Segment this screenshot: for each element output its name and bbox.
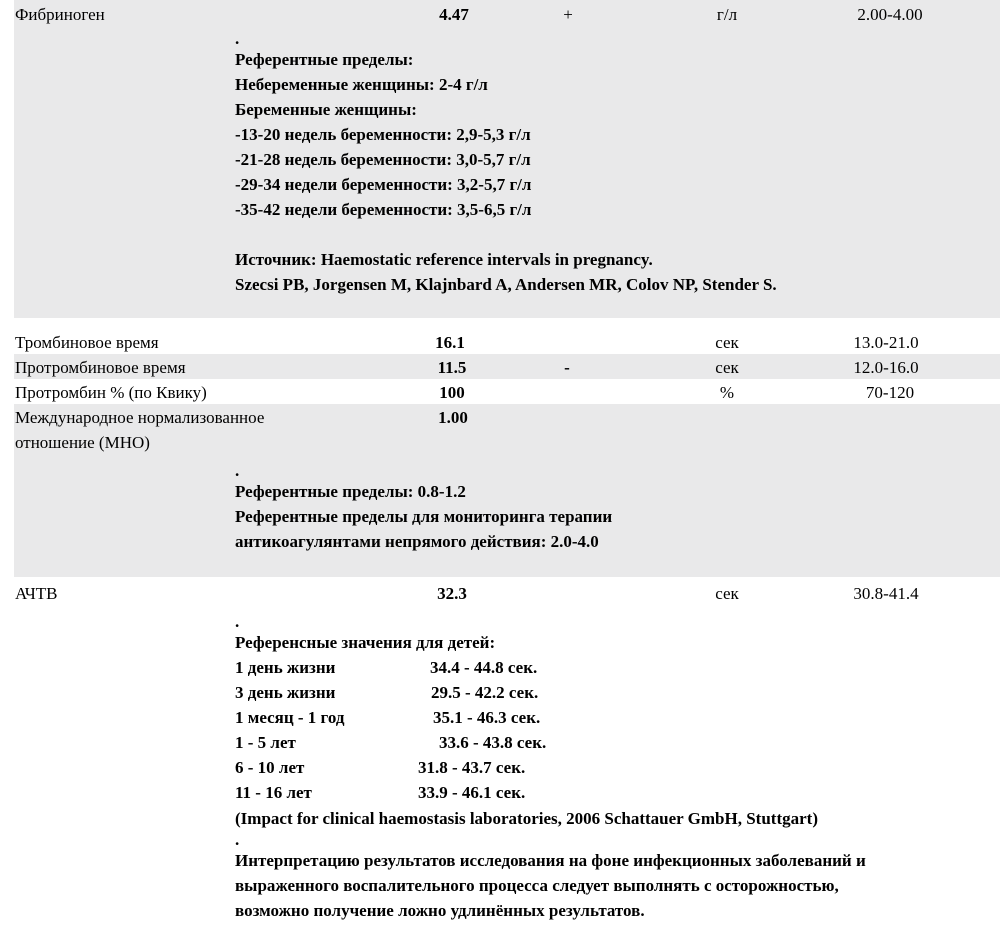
- age-label: 1 день жизни: [235, 658, 336, 677]
- aptt-range: 30.8-41.4: [853, 584, 919, 603]
- prothrombin-time-unit: сек: [715, 358, 739, 377]
- citation-source: (Impact for clinical haemostasis laboratories, 2006 Schattauer GmbH, Stuttgart): [235, 809, 818, 828]
- age-range: 35.1 - 46.3 сек.: [433, 708, 541, 727]
- age-label: 6 - 10 лет: [235, 758, 305, 777]
- warning-line: возможно получение ложно удлинённых результатов.: [235, 901, 645, 920]
- age-label: 1 месяц - 1 год: [235, 708, 345, 727]
- age-label: 1 - 5 лет: [235, 733, 296, 752]
- warning-line: выраженного воспалительного процесса следует выполнять с осторожностью,: [235, 876, 839, 895]
- age-range: 31.8 - 43.7 сек.: [418, 758, 526, 777]
- prothrombin-time-range: 12.0-16.0: [853, 358, 919, 377]
- note-line: Szecsi PB, Jorgensen M, Klajnbard A, Andersen MR, Colov NP, Stender S.: [235, 275, 777, 294]
- note-dot: .: [235, 29, 240, 48]
- inr-name-line2: отношение (МНО): [15, 433, 150, 452]
- aptt-name: АЧТВ: [15, 584, 58, 603]
- note-dot: .: [235, 830, 240, 849]
- warning-line: Интерпретацию результатов исследования на фоне инфекционных заболеваний и: [235, 851, 866, 870]
- age-range: 34.4 - 44.8 сек.: [430, 658, 538, 677]
- prothrombin-quick-unit: %: [719, 383, 735, 402]
- age-range: 33.9 - 46.1 сек.: [418, 783, 526, 802]
- age-range: 29.5 - 42.2 сек.: [431, 683, 539, 702]
- note-line: Референтные пределы:: [235, 50, 414, 69]
- note-line: -21-28 недель беременности: 3,0-5,7 г/л: [235, 150, 531, 169]
- note-line: Источник: Haemostatic reference intervals in pregnancy.: [235, 250, 653, 269]
- note-line: Референтные пределы для мониторинга терапии: [235, 507, 613, 526]
- note-dot: .: [235, 612, 240, 631]
- prothrombin-quick-name: Протромбин % (по Квику): [15, 383, 207, 402]
- fibrinogen-value: 4.47: [439, 5, 469, 24]
- note-line: Референтные пределы: 0.8-1.2: [235, 482, 466, 501]
- age-range: 33.6 - 43.8 сек.: [439, 733, 547, 752]
- note-line: -29-34 недели беременности: 3,2-5,7 г/л: [235, 175, 532, 194]
- inr-value: 1.00: [438, 408, 468, 427]
- age-label: 3 день жизни: [235, 683, 336, 702]
- note-line: Беременные женщины:: [235, 100, 417, 119]
- children-reference-heading: Референсные значения для детей:: [235, 633, 496, 652]
- thrombin-time-range: 13.0-21.0: [853, 333, 919, 352]
- note-line: антикоагулянтами непрямого действия: 2.0-4.0: [235, 532, 599, 551]
- fibrinogen-unit: г/л: [716, 5, 738, 24]
- prothrombin-time-value: 11.5: [437, 358, 467, 377]
- prothrombin-quick-range: 70-120: [865, 383, 915, 402]
- thrombin-time-name: Тромбиновое время: [15, 333, 159, 352]
- thrombin-time-unit: сек: [715, 333, 739, 352]
- note-line: Небеременные женщины: 2-4 г/л: [235, 75, 488, 94]
- fibrinogen-range: 2.00-4.00: [857, 5, 923, 24]
- aptt-value: 32.3: [437, 584, 467, 603]
- inr-name-line1: Международное нормализованное: [15, 408, 265, 427]
- prothrombin-quick-value: 100: [439, 383, 465, 402]
- age-label: 11 - 16 лет: [235, 783, 312, 802]
- thrombin-time-value: 16.1: [435, 333, 465, 352]
- fibrinogen-note: [235, 30, 777, 297]
- note-dot: .: [235, 461, 240, 480]
- aptt-note: [235, 613, 495, 655]
- note-line: [235, 222, 777, 247]
- fibrinogen-name: Фибриноген: [15, 5, 105, 24]
- aptt-unit: сек: [715, 584, 739, 603]
- note-line: -35-42 недели беременности: 3,5-6,5 г/л: [235, 200, 532, 219]
- aptt-source-note: [235, 806, 866, 923]
- note-line: -13-20 недель беременности: 2,9-5,3 г/л: [235, 125, 531, 144]
- prothrombin-time-flag: -: [564, 358, 570, 377]
- inr-note: [235, 462, 612, 554]
- prothrombin-time-name: Протромбиновое время: [15, 358, 186, 377]
- fibrinogen-flag: +: [563, 5, 573, 24]
